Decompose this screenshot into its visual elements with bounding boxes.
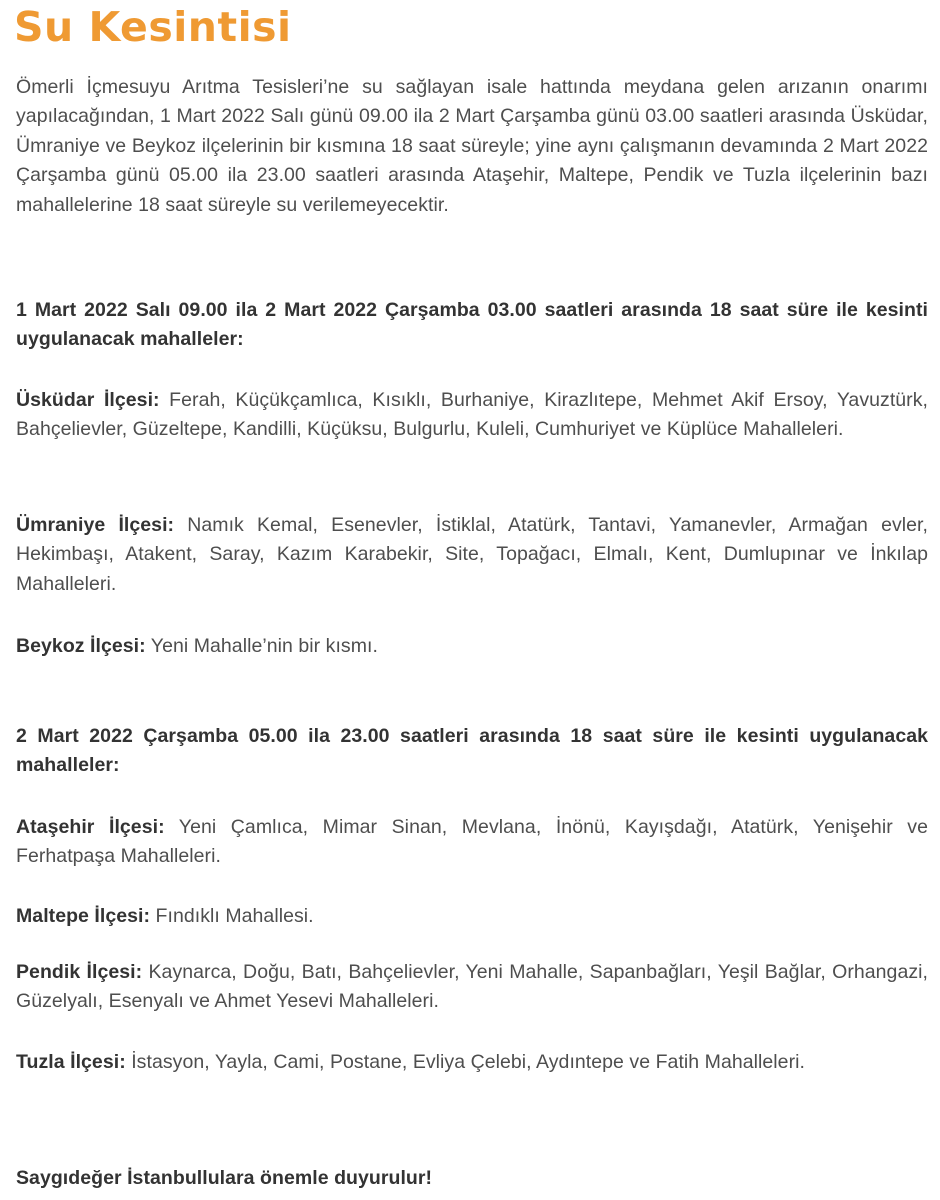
district-neighborhoods: Ferah, Küçükçamlıca, Kısıklı, Burhaniye, Kirazlıtepe, Mehmet Akif Ersoy, Yavuztürk, Bahçelievler, Güzeltepe, Kandilli, Küçüksu, Bulgurlu, Kuleli, Cumhuriyet ve Küplüce Mahalleleri. [16,389,928,441]
district-neighborhoods: Yeni Çamlıca, Mimar Sinan, Mevlana, İnönü, Kayışdağı, Atatürk, Yenişehir ve Ferhatpaşa Mahalleleri. [16,816,928,868]
district-label: Tuzla İlçesi: [16,1051,126,1073]
district-label: Pendik İlçesi: [16,961,143,983]
district-neighborhoods: Fındıklı Mahallesi. [150,905,314,927]
district-uskudar [16,386,928,445]
district-pendik [16,958,928,1017]
district-label: Ümraniye İlçesi: [16,514,175,536]
intro-paragraph: Ömerli İçmesuyu Arıtma Tesisleri’ne su sağlayan isale hattında meydana gelen arızanın onarımı yapılacağından, 1 Mart 2022 Salı günü 09.00 ila 2 Mart Çarşamba günü 03.00 saatleri arasında Üsküdar, Ümraniye ve Beykoz ilçelerinin bir kısmına 18 saat süreyle; yine aynı çalışmanın devamında 2 Mart 2022 Çarşamba günü 05.00 ila 23.00 saatleri arasında Ataşehir, Maltepe, Pendik ve Tuzla ilçelerinin bazı mahallelerine 18 saat süreyle su verilemeyecektir. [16,76,928,216]
district-maltepe [16,902,928,931]
district-label: Beykoz İlçesi: [16,635,146,657]
section-2-heading: 2 Mart 2022 Çarşamba 05.00 ila 23.00 saatleri arasında 18 saat süre ile kesinti uygulanacak mahalleler: [16,725,928,777]
page-title: Su Kesintisi [14,3,292,51]
district-label: Maltepe İlçesi: [16,905,151,927]
district-umraniye [16,511,928,599]
closing-note: Saygıdeğer İstanbullulara önemle duyurulur! [16,1167,433,1189]
district-tuzla [16,1048,928,1077]
district-atasehir [16,813,928,872]
district-beykoz [16,632,928,661]
district-label: Üsküdar İlçesi: [16,389,160,411]
district-neighborhoods: Namık Kemal, Esenevler, İstiklal, Atatürk, Tantavi, Yamanevler, Armağan evler, Hekimbaşı, Atakent, Saray, Kazım Karabekir, Site, Topağacı, Elmalı, Kent, Dumlupınar ve İnkılap Mahalleleri. [16,514,928,595]
district-neighborhoods: Yeni Mahalle’nin bir kısmı. [145,635,378,657]
district-neighborhoods: İstasyon, Yayla, Cami, Postane, Evliya Çelebi, Aydıntepe ve Fatih Mahalleleri. [125,1051,805,1073]
section-1-heading: 1 Mart 2022 Salı 09.00 ila 2 Mart 2022 Çarşamba 03.00 saatleri arasında 18 saat süre ile kesinti uygulanacak mahalleler: [16,299,928,351]
district-label: Ataşehir İlçesi: [16,816,165,838]
district-neighborhoods: Kaynarca, Doğu, Batı, Bahçelievler, Yeni Mahalle, Sapanbağları, Yeşil Bağlar, Orhangazi, Güzelyalı, Esenyalı ve Ahmet Yesevi Mahalleleri. [16,961,928,1013]
